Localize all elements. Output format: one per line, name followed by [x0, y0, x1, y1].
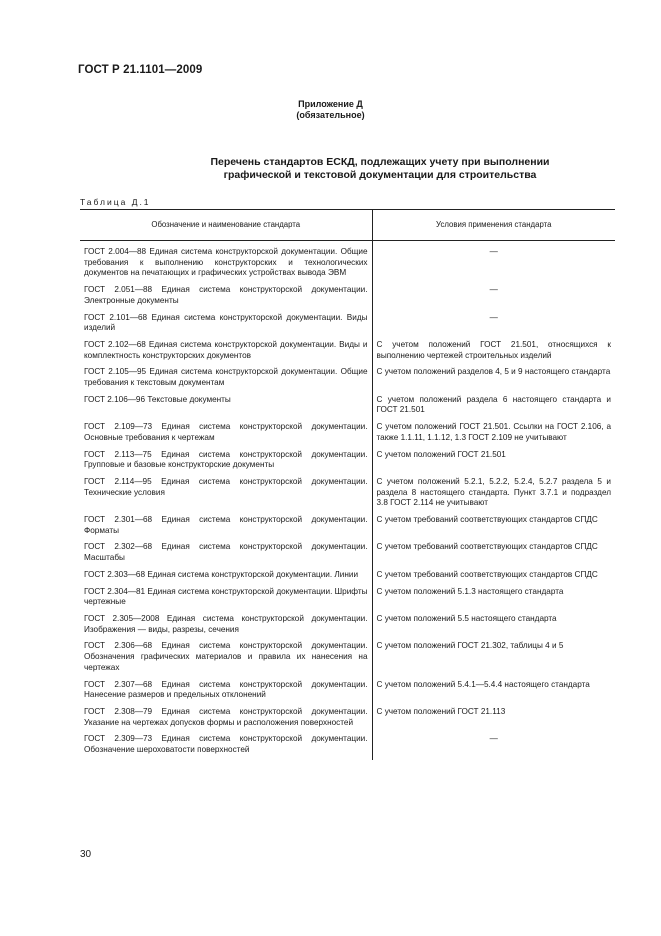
standard-cell: ГОСТ 2.306—68 Единая система конструкторской документации. Обозначения графических материалов и правила их нанесения на чертежах [80, 639, 372, 677]
table-row [80, 338, 615, 365]
table-row [80, 612, 615, 639]
condition-cell: С учетом положений ГОСТ 21.501. Ссылки на ГОСТ 2.106, а также 1.1.11, 1.1.12, 1.3 ГОСТ 2.109 не учитывают [376, 422, 611, 442]
table-row [80, 732, 615, 759]
appendix-label [0, 99, 661, 121]
condition-cell: С учетом положений 5.5 настоящего стандарта [376, 613, 557, 623]
standard-cell: ГОСТ 2.305—2008 Единая система конструкторской документации. Изображения — виды, разрезы, сечения [80, 612, 372, 639]
condition-cell: С учетом положений разделов 4, 5 и 9 настоящего стандарта [376, 367, 611, 377]
section-title [140, 156, 620, 182]
standard-cell: ГОСТ 2.102—68 Единая система конструкторской документации. Виды и комплектность конструкторских документов [80, 338, 372, 365]
condition-cell: — [489, 247, 498, 256]
table-row [80, 705, 615, 732]
table-row [80, 639, 615, 677]
table-row [80, 540, 615, 567]
condition-cell: — [489, 734, 498, 744]
table-row [80, 420, 615, 447]
standard-cell: ГОСТ 2.301—68 Единая система конструкторской документации. Форматы [80, 513, 372, 540]
standard-cell: ГОСТ 2.004—88 Единая система конструкторской документации. Общие требования к выполнению конструкторских и технологических документов на печатающих и графических устройствах вывода ЭВМ [80, 241, 372, 284]
appendix-title: Приложение Д [298, 99, 363, 109]
condition-cell: С учетом требований соответствующих стандартов СПДС [376, 515, 598, 525]
table-row [80, 678, 615, 705]
standard-cell: ГОСТ 2.106—96 Текстовые документы [80, 393, 372, 420]
table-row [80, 513, 615, 540]
standard-cell: ГОСТ 2.105—95 Единая система конструкторской документации. Общие требования к текстовым документам [80, 365, 372, 392]
condition-cell: С учетом требований соответствующих стандартов СПДС [376, 569, 598, 579]
standard-cell: ГОСТ 2.307—68 Единая система конструкторской документации. Нанесение размеров и предельных отклонений [80, 678, 372, 705]
table-row [80, 568, 615, 585]
table-row [80, 585, 615, 612]
table-row [80, 365, 615, 392]
condition-cell: С учетом требований соответствующих стандартов СПДС [376, 542, 598, 552]
standard-cell: ГОСТ 2.113—75 Единая система конструкторской документации. Групповые и базовые конструкторские документы [80, 448, 372, 475]
table-caption: Таблица Д.1 [80, 197, 151, 207]
section-title-line-1: Перечень стандартов ЕСКД, подлежащих учету при выполнении [210, 156, 550, 168]
condition-cell: С учетом положений раздела 6 настоящего стандарта и ГОСТ 21.501 [376, 394, 611, 415]
table-header-row [80, 210, 615, 241]
standard-cell: ГОСТ 2.101—68 Единая система конструкторской документации. Виды изделий [80, 311, 372, 338]
table-row [80, 448, 615, 475]
standard-cell: ГОСТ 2.309—73 Единая система конструкторской документации. Обозначение шероховатости поверхностей [80, 732, 372, 759]
condition-cell: — [489, 312, 498, 322]
column-header-condition: Условия применения стандарта [372, 210, 615, 241]
table-row [80, 283, 615, 310]
condition-cell: С учетом положений ГОСТ 21.501 [376, 449, 506, 459]
standards-table [80, 209, 615, 760]
standard-cell: ГОСТ 2.302—68 Единая система конструкторской документации. Масштабы [80, 540, 372, 567]
standard-cell: ГОСТ 2.051—88 Единая система конструкторской документации. Электронные документы [80, 283, 372, 310]
column-header-standard: Обозначение и наименование стандарта [80, 210, 372, 241]
condition-cell: С учетом положений ГОСТ 21.113 [376, 706, 506, 716]
condition-cell: С учетом положений ГОСТ 21.501, относящихся к выполнению чертежей строительных изделий [376, 339, 611, 360]
document-header: ГОСТ Р 21.1101—2009 [78, 64, 203, 76]
appendix-status: (обязательное) [296, 110, 365, 120]
condition-cell: С учетом положений 5.1.3 настоящего стандарта [376, 586, 564, 596]
table-row [80, 311, 615, 338]
condition-cell: С учетом положений 5.4.1—5.4.4 настоящего стандарта [376, 679, 590, 689]
page-number: 30 [80, 849, 92, 860]
standard-cell: ГОСТ 2.308—79 Единая система конструкторской документации. Указание на чертежах допусков формы и расположения поверхностей [80, 705, 372, 732]
standard-cell: ГОСТ 2.304—81 Единая система конструкторской документации. Шрифты чертежные [80, 585, 372, 612]
condition-cell: С учетом положений 5.2.1, 5.2.2, 5.2.4, 5.2.7 раздела 5 и раздела 8 настоящего стандарта. Пункт 3.7.1 и подраздел 3.8 ГОСТ 2.114 не учитывают [376, 476, 611, 508]
table-row [80, 241, 615, 284]
standard-cell: ГОСТ 2.303—68 Единая система конструкторской документации. Линии [80, 568, 372, 585]
table-body [80, 241, 615, 760]
condition-cell: — [489, 285, 498, 295]
section-title-line-2: графической и текстовой документации для строительства [223, 169, 537, 181]
table-row [80, 475, 615, 513]
standard-cell: ГОСТ 2.114—95 Единая система конструкторской документации. Технические условия [80, 475, 372, 513]
standard-cell: ГОСТ 2.109—73 Единая система конструкторской документации. Основные требования к чертежам [80, 420, 372, 447]
table-row [80, 393, 615, 420]
condition-cell: С учетом положений ГОСТ 21.302, таблицы 4 и 5 [376, 641, 564, 651]
